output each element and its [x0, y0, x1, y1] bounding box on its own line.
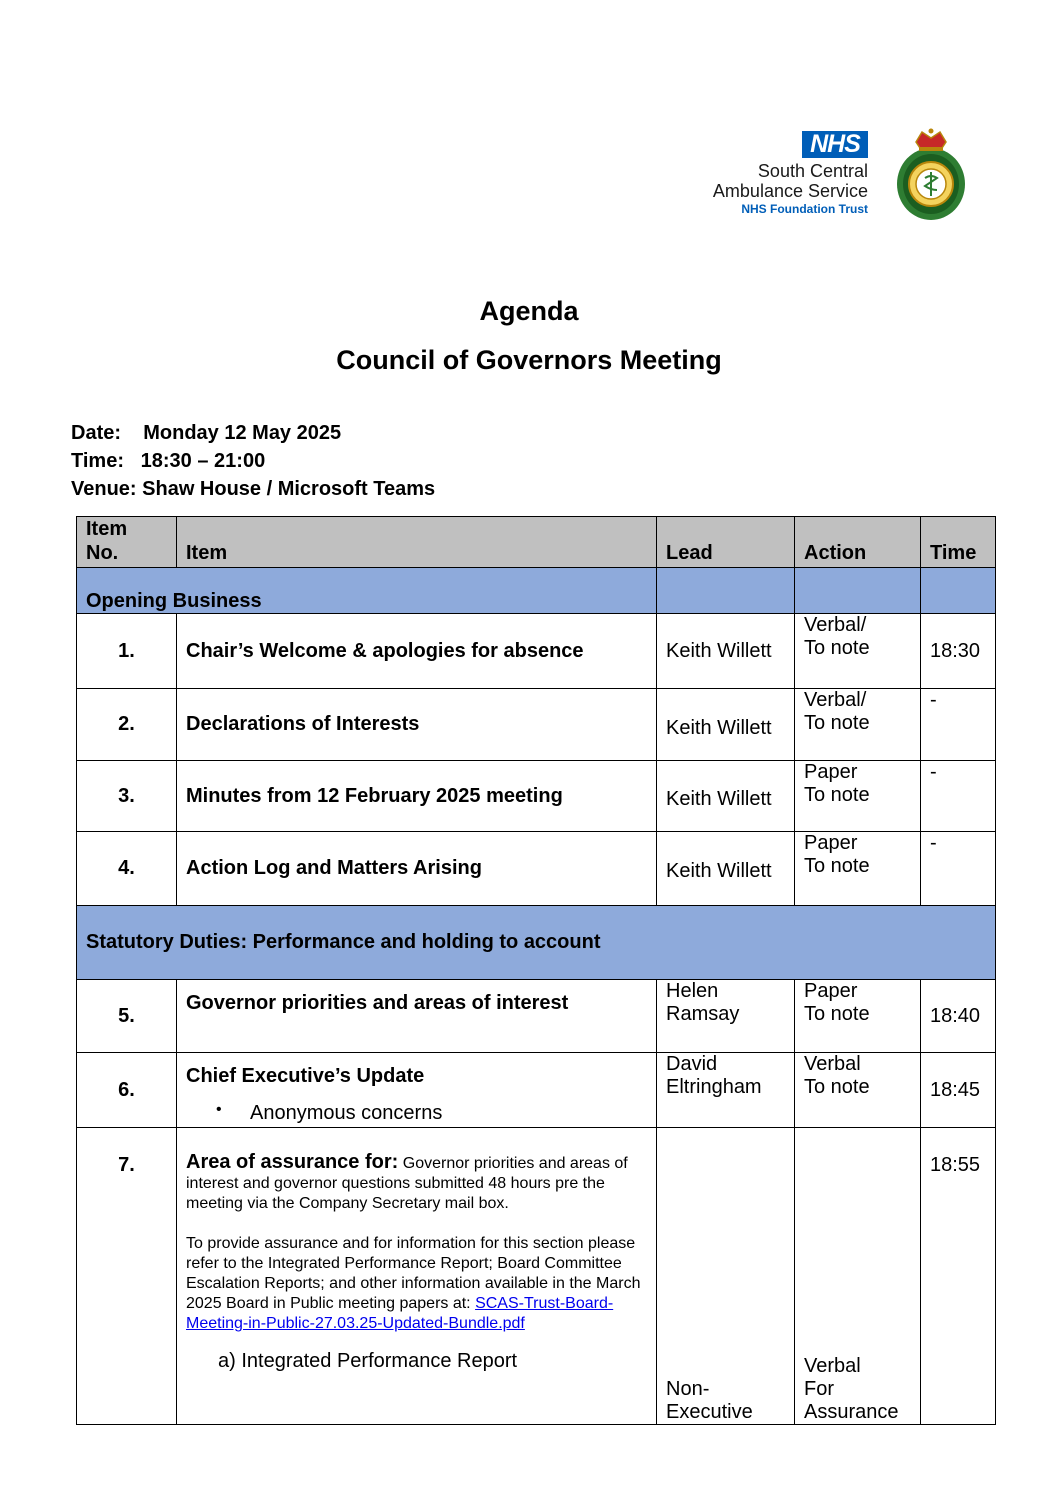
row-number: 2. [77, 689, 177, 761]
header-item-no-line1: Item [86, 518, 128, 540]
row-action-line1: Verbal/ [804, 614, 867, 636]
agenda-table [76, 516, 996, 1425]
row-item: Minutes from 12 February 2025 meeting [177, 761, 657, 832]
row-action [795, 614, 921, 689]
row-lead: Keith Willett [657, 689, 795, 761]
row-action [795, 689, 921, 761]
header-action: Action [795, 517, 921, 568]
section-cell [657, 568, 795, 614]
row-lead: Keith Willett [657, 761, 795, 832]
row-action-line2: To note [804, 712, 870, 734]
bullet-item-text: Anonymous concerns [250, 1102, 443, 1124]
row-action-line2: To note [804, 1003, 870, 1025]
section-title: Statutory Duties: Performance and holding to account [77, 906, 996, 980]
table-header-row [77, 517, 996, 568]
row-action-line2: To note [804, 784, 870, 806]
row-item-title: Area of assurance for: [186, 1151, 399, 1173]
section-title: Opening Business [77, 568, 657, 614]
board-bundle-link[interactable]: SCAS-Trust-Board-Meeting-in-Public-27.03.25-Updated-Bundle.pdf [186, 1295, 614, 1332]
row-number: 7. [77, 1128, 177, 1425]
crest-icon [892, 128, 970, 223]
row-action-line1: Verbal [804, 1355, 861, 1377]
meeting-details [71, 419, 435, 503]
row-action-line1: Verbal/ [804, 689, 867, 711]
section-row [77, 568, 996, 614]
row-item [177, 1128, 657, 1425]
row-action-line2: To note [804, 1076, 870, 1098]
table-row [77, 980, 996, 1053]
row-lead-line1: Helen [666, 980, 719, 1002]
sub-item: a) Integrated Performance Report [218, 1350, 518, 1372]
row-time: - [921, 832, 996, 906]
row-action-line1: Paper [804, 832, 858, 854]
header-time: Time [921, 517, 996, 568]
row-time: 18:45 [921, 1053, 996, 1128]
row-lead [657, 1053, 795, 1128]
row-action [795, 832, 921, 906]
row-action-line3: Assurance [804, 1401, 899, 1423]
row-action [795, 1128, 921, 1425]
row-lead-line1: Non- [666, 1378, 710, 1400]
row-lead-line2: Eltringham [666, 1076, 762, 1098]
row-lead-line1: David [666, 1053, 718, 1075]
nhs-logo: NHS [802, 131, 868, 158]
row-time: - [921, 761, 996, 832]
logo-area [700, 128, 970, 223]
row-action [795, 980, 921, 1053]
row-action-line1: Paper [804, 980, 858, 1002]
row-item-paragraph [186, 1234, 647, 1334]
row-action [795, 761, 921, 832]
row-number: 5. [77, 980, 177, 1053]
row-lead-line2: Executive [666, 1401, 753, 1423]
meeting-venue: Venue: Shaw House / Microsoft Teams [71, 478, 436, 500]
row-item-detail: Governor priorities and areas of interest and governor questions submitted 48 hours pre the meeting via the Company Secretary mail box. [186, 1155, 628, 1212]
section-cell [921, 568, 996, 614]
header-lead: Lead [657, 517, 795, 568]
page-subtitle: Council of Governors Meeting [336, 345, 722, 375]
row-action-line2: For [804, 1378, 834, 1400]
section-row [77, 906, 996, 980]
table-row [77, 832, 996, 906]
row-time: 18:30 [921, 614, 996, 689]
row-action [795, 1053, 921, 1128]
row-item: Chair’s Welcome & apologies for absence [177, 614, 657, 689]
row-item [177, 1053, 657, 1128]
meeting-time: Time: 18:30 – 21:00 [71, 450, 266, 472]
row-action-line2: To note [804, 855, 870, 877]
row-lead: Keith Willett [657, 614, 795, 689]
table-row [77, 689, 996, 761]
row-item: Governor priorities and areas of interest [177, 980, 657, 1053]
org-name-line2: Ambulance Service [712, 181, 868, 201]
table-row [77, 761, 996, 832]
row-number: 6. [77, 1053, 177, 1128]
row-lead-line2: Ramsay [666, 1003, 740, 1025]
row-item-title: Chief Executive’s Update [186, 1065, 425, 1087]
row-time: - [921, 689, 996, 761]
row-item-paragraph-text: To provide assurance and for information for this section please refer to the Integrated Performance Report; Board Committee Escalation Reports; and other information available in the March 2025 Board in Public meeting papers at: [186, 1235, 641, 1312]
header-item: Item [177, 517, 657, 568]
meeting-date: Date: Monday 12 May 2025 [71, 422, 342, 444]
org-name-line3: NHS Foundation Trust [741, 202, 868, 216]
row-time: 18:40 [921, 980, 996, 1053]
section-cell [795, 568, 921, 614]
org-name [713, 161, 868, 217]
table-row [77, 1128, 996, 1425]
row-number: 1. [77, 614, 177, 689]
org-name-line1: South Central [757, 161, 868, 181]
row-time: 18:55 [921, 1128, 996, 1425]
row-lead: Keith Willett [657, 832, 795, 906]
row-number: 3. [77, 761, 177, 832]
table-row [77, 614, 996, 689]
row-action-line2: To note [804, 637, 870, 659]
row-action-line1: Paper [804, 761, 858, 783]
row-lead [657, 1128, 795, 1425]
row-number: 4. [77, 832, 177, 906]
header-item-no-line2: No. [86, 542, 119, 564]
bullet-item [186, 1102, 647, 1125]
page-title: Agenda [479, 296, 579, 326]
row-item: Declarations of Interests [177, 689, 657, 761]
table-row [77, 1053, 996, 1128]
row-action-line1: Verbal [804, 1053, 861, 1075]
row-item: Action Log and Matters Arising [177, 832, 657, 906]
row-item-description [186, 1152, 647, 1214]
header-item-no [77, 517, 177, 568]
row-lead [657, 980, 795, 1053]
